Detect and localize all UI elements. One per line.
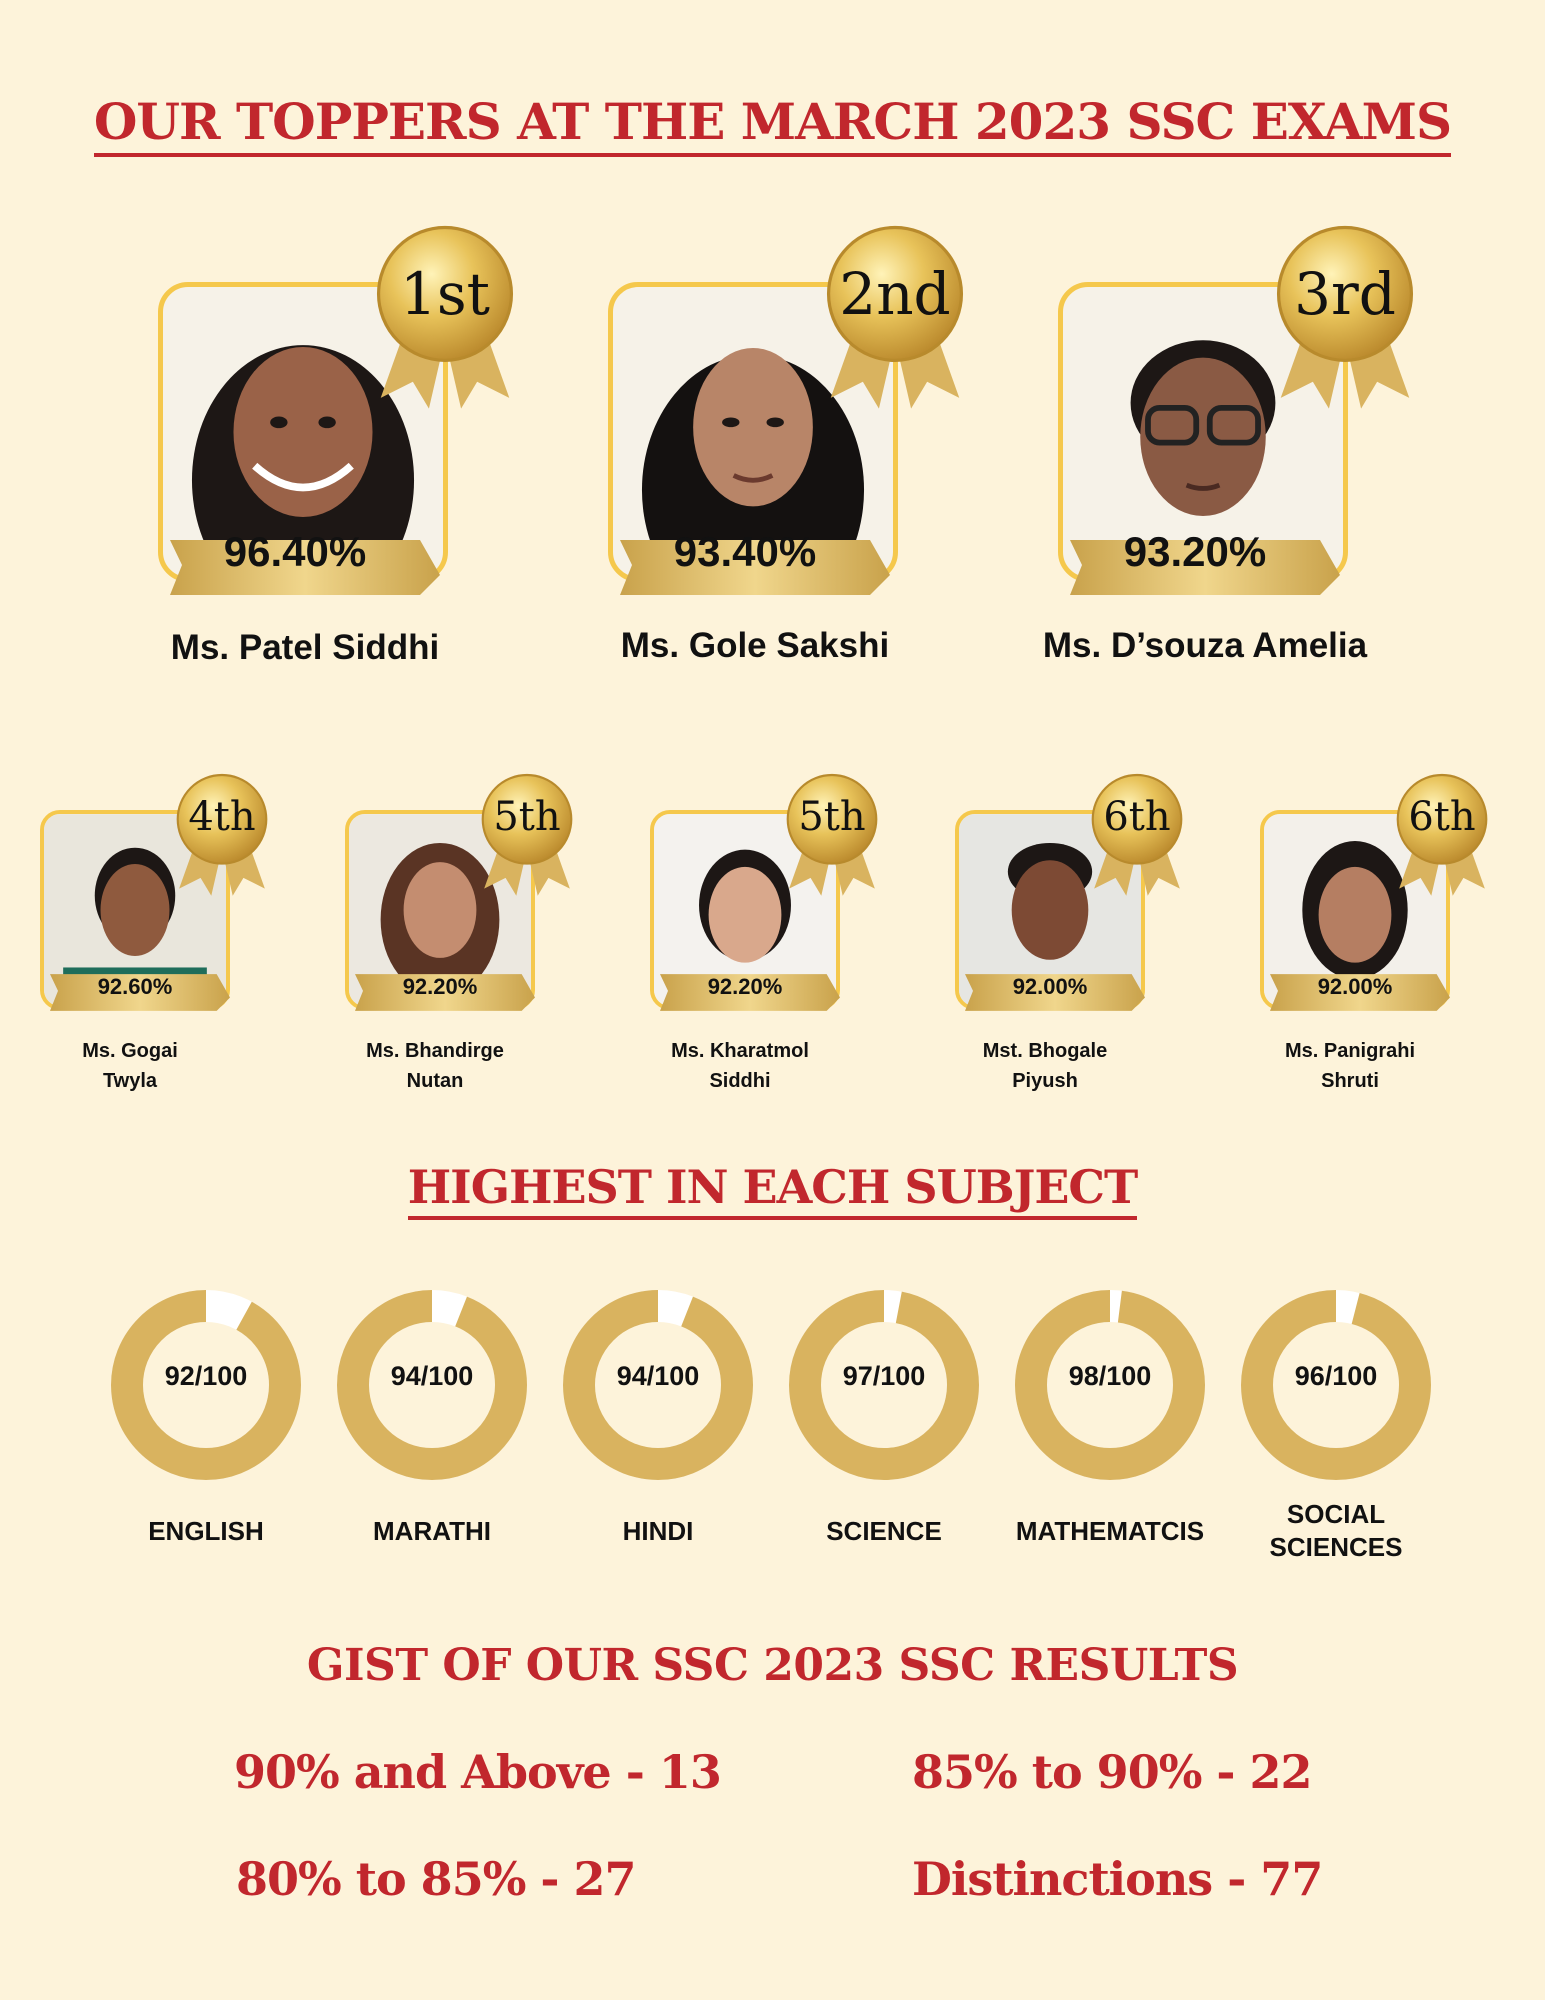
student-name-line2: Nutan — [406, 1070, 464, 1092]
rank-label: 5th — [798, 794, 866, 840]
score-text: 97/100 — [842, 1361, 926, 1391]
page-title: OUR TOPPERS AT THE MARCH 2023 SSC EXAMS — [0, 92, 1545, 151]
score-label: 93.40% — [673, 528, 817, 575]
topper-card-4 — [40, 770, 300, 1100]
score-label: 92.00% — [1012, 974, 1088, 999]
subject-label-line1: ENGLISH — [148, 1516, 264, 1546]
stat-90-and-above: 90% and Above - 13 — [234, 1745, 721, 1799]
student-name-line1: Ms. Gogai — [82, 1040, 178, 1062]
topper-card-2 — [600, 220, 1000, 680]
subject-label — [1216, 1498, 1456, 1564]
rank-label: 5th — [493, 794, 561, 840]
score-label: 96.40% — [223, 528, 367, 575]
stat-distinctions: Distinctions - 77 — [912, 1852, 1323, 1906]
subject-label — [990, 1515, 1230, 1548]
subject-label — [312, 1515, 552, 1548]
topper-card-6 — [650, 770, 910, 1100]
rank-label: 3rd — [1294, 260, 1396, 328]
rank-label: 6th — [1103, 794, 1171, 840]
topper-card-5 — [345, 770, 605, 1100]
score-label: 92.20% — [402, 974, 478, 999]
subject-label-line1: SOCIAL — [1286, 1499, 1386, 1529]
subject-label-line1: HINDI — [622, 1516, 694, 1546]
topper-card-3 — [1042, 220, 1480, 680]
subject-english — [106, 1285, 306, 1546]
subject-label-line1: MATHEMATCIS — [1015, 1516, 1205, 1546]
subject-label — [86, 1515, 326, 1548]
subject-social-sciences — [1236, 1285, 1436, 1562]
student-name-line2: Piyush — [1012, 1070, 1078, 1092]
subject-label-line2: SCIENCES — [1269, 1532, 1403, 1562]
student-name: Ms. D’souza Amelia — [1042, 626, 1368, 665]
subject-label — [538, 1515, 778, 1548]
score-label: 93.20% — [1123, 528, 1267, 575]
score-text: 96/100 — [1294, 1361, 1378, 1391]
student-name-line1: Mst. Bhogale — [982, 1040, 1108, 1062]
student-name-line1: Ms. Bhandirge — [366, 1040, 504, 1062]
student-name-line1: Ms. Kharatmol — [671, 1040, 809, 1062]
rank-label: 6th — [1408, 794, 1476, 840]
subject-label-line1: MARATHI — [373, 1516, 491, 1546]
score-text: 98/100 — [1068, 1361, 1152, 1391]
score-label: 92.60% — [97, 974, 173, 999]
rank-label: 4th — [188, 794, 256, 840]
student-name-line2: Shruti — [1321, 1070, 1379, 1092]
student-name-line1: Ms. Panigrahi — [1284, 1040, 1416, 1062]
subject-label-line1: SCIENCE — [826, 1516, 942, 1546]
stat-85-to-90: 85% to 90% - 22 — [912, 1745, 1312, 1799]
score-text: 94/100 — [616, 1361, 700, 1391]
rank-label: 2nd — [839, 260, 951, 328]
subject-hindi — [558, 1285, 758, 1546]
student-name-line2: Twyla — [102, 1070, 158, 1092]
student-name: Ms. Patel Siddhi — [170, 628, 440, 667]
subject-mathematics — [1010, 1285, 1210, 1546]
topper-card-7 — [955, 770, 1215, 1100]
topper-card-1 — [150, 220, 550, 680]
subject-science — [784, 1285, 984, 1546]
rank-label: 1st — [400, 260, 490, 328]
subjects-heading: HIGHEST IN EACH SUBJECT — [0, 1160, 1545, 1214]
score-text: 94/100 — [390, 1361, 474, 1391]
score-label: 92.20% — [707, 974, 783, 999]
score-label: 92.00% — [1317, 974, 1393, 999]
topper-card-8 — [1260, 770, 1520, 1100]
student-name-line2: Siddhi — [709, 1070, 771, 1092]
score-text: 92/100 — [164, 1361, 248, 1391]
subject-marathi — [332, 1285, 532, 1546]
subject-label — [764, 1515, 1004, 1548]
gist-heading: GIST OF OUR SSC 2023 SSC RESULTS — [306, 1640, 1239, 1691]
stat-80-to-85: 80% to 85% - 27 — [236, 1852, 636, 1906]
student-name: Ms. Gole Sakshi — [620, 626, 890, 665]
